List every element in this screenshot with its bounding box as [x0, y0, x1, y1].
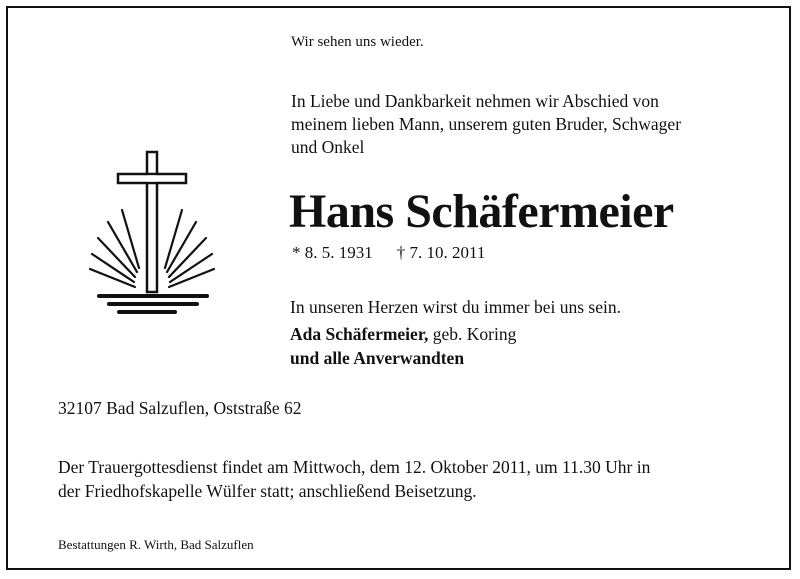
birth-date: * 8. 5. 1931: [292, 243, 373, 262]
undertaker: Bestattungen R. Wirth, Bad Salzuflen: [58, 537, 254, 552]
death-date: † 7. 10. 2011: [396, 243, 486, 262]
intro-line: und Onkel: [291, 137, 365, 157]
mourners-block: [290, 322, 516, 370]
mourner-maiden-name: geb. Koring: [432, 324, 517, 344]
address: 32107 Bad Salzuflen, Oststraße 62: [58, 398, 302, 418]
service-line: der Friedhofskapelle Wülfer statt; anschließend Beisetzung.: [58, 481, 477, 501]
intro-text: [291, 90, 761, 159]
motto: Wir sehen uns wieder.: [291, 34, 424, 50]
remembrance-line: In unseren Herzen wirst du immer bei uns sein.: [290, 297, 621, 317]
intro-line: meinem lieben Mann, unserem guten Bruder, Schwager: [291, 114, 682, 134]
mourner-name: Ada Schäfermeier,: [290, 324, 429, 344]
mourner-line: [290, 322, 516, 346]
cross-with-rising-sun-icon: [85, 148, 220, 323]
service-line: Der Trauergottesdienst findet am Mittwoch, dem 12. Oktober 2011, um 11.30 Uhr in: [58, 457, 651, 477]
deceased-name: Hans Schäfermeier: [289, 185, 674, 238]
service-info: [58, 455, 758, 503]
intro-line: In Liebe und Dankbarkeit nehmen wir Abschied von: [291, 91, 659, 111]
mourner-relatives: und alle Anverwandten: [290, 348, 465, 368]
life-dates: [292, 243, 485, 263]
